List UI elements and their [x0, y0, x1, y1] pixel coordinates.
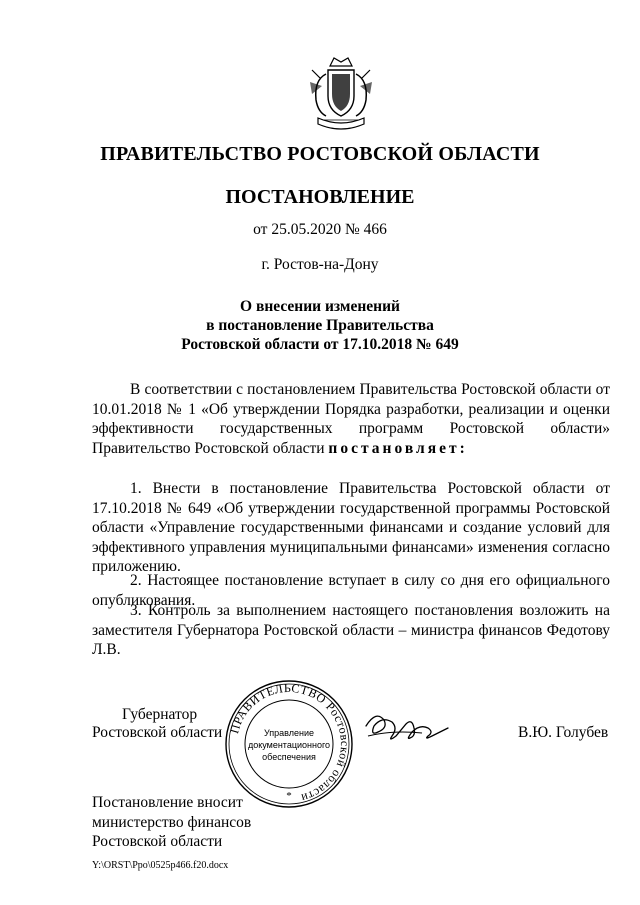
decree-item-text: 1. Внести в постановление Правительства Ростовской области от 17.10.2018 № 649 «Об утверждении государственной программы Ростовской области «Управление государственными финансами и создание условий для эффективного управления муниципальными финансами» изменения согласно приложению. — [92, 480, 610, 575]
note-line: министерство финансов — [92, 813, 252, 831]
file-path: Y:\ORST\Ppo\0525p466.f20.docx — [92, 860, 229, 871]
decree-item-text: 2. Настоящее постановление вступает в силу со дня его официального опубликования. — [92, 572, 610, 609]
subject-line: О внесении изменений — [240, 298, 400, 315]
decree-item-text: 3. Контроль за выполнением настоящего постановления возложить на заместителя Губернатора Ростовской области – министра финансов Федотову Л.В. — [92, 602, 610, 658]
preamble-paragraph — [92, 380, 610, 458]
document-type: ПОСТАНОВЛЕНИЕ — [225, 186, 415, 208]
preamble-text: В соответствии с постановлением Правительства Ростовской области от 10.01.2018 № 1 «Об утверждении Порядка разработки, реализации и оценки эффективности государственных программ Ростовской области» Правительство Ростовской области — [92, 381, 610, 457]
subject-line: в постановление Правительства — [206, 317, 434, 334]
seal-center-line: обеспечения — [262, 752, 316, 762]
seal-star: * — [286, 790, 292, 802]
handwritten-signature — [362, 706, 454, 752]
seal-center-line: Управление — [263, 728, 315, 738]
document-city: г. Ростов-на-Дону — [261, 256, 379, 273]
signer-region: Ростовской области — [92, 724, 223, 741]
government-title: ПРАВИТЕЛЬСТВО РОСТОВСКОЙ ОБЛАСТИ — [100, 143, 540, 165]
signer-title: Губернатор — [122, 706, 198, 723]
note-line: Ростовской области — [92, 833, 223, 850]
note-line: Постановление вносит — [92, 794, 243, 811]
subject-line: Ростовской области от 17.10.2018 № 649 — [181, 336, 459, 353]
signer-name: В.Ю. Голубев — [518, 724, 609, 741]
document-date-number: от 25.05.2020 № 466 — [253, 221, 387, 238]
official-seal-stamp — [223, 678, 355, 810]
seal-ring-text: ПРАВИТЕЛЬСТВО Ростовской области — [227, 680, 353, 806]
coat-of-arms-icon — [306, 56, 376, 132]
submitted-by-note — [92, 793, 251, 852]
decree-item-3 — [92, 601, 610, 660]
decree-word: постановляет: — [328, 439, 468, 457]
seal-center-line: документационного — [247, 740, 331, 750]
decree-item-1 — [92, 479, 610, 577]
document-subject — [0, 297, 640, 354]
